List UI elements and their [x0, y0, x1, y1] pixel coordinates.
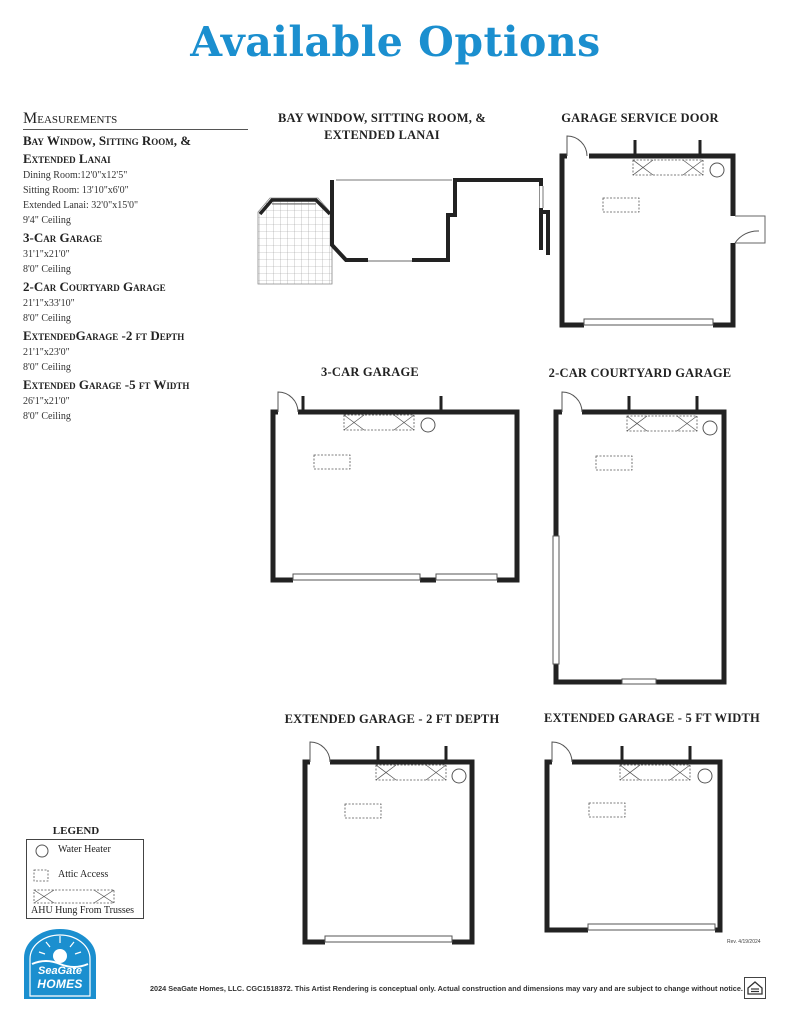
- legend-box: [26, 839, 144, 919]
- legend-attic-access: Attic Access: [58, 869, 109, 880]
- service-door-landing: [735, 216, 765, 243]
- door-swing: [310, 742, 330, 762]
- measurement-section-name: ExtendedGarage -2 ft Depth: [23, 328, 185, 343]
- footer-disclaimer: 2024 SeaGate Homes, LLC. CGC1518372. This Artist Rendering is conceptual only. Actual construction and dimensions may vary and are subject to change without notice.: [150, 984, 743, 993]
- plan-label-3-car: 3-CAR GARAGE: [321, 365, 419, 379]
- logo-line2: HOMES: [37, 977, 83, 991]
- garage-door: [588, 924, 715, 930]
- equal-housing-icon: [744, 977, 766, 999]
- water-heater: [710, 163, 724, 177]
- garage-wall-left: [547, 762, 588, 930]
- measurement-line: 8'0" Ceiling: [23, 362, 71, 373]
- measurement-section-name: 2-Car Courtyard Garage: [23, 279, 166, 294]
- garage-door-single: [436, 574, 497, 580]
- service-door-swing: [735, 231, 759, 243]
- garage-wall-left: [562, 156, 584, 325]
- water-heater: [703, 421, 717, 435]
- lanai-tile-area: [258, 198, 332, 284]
- measurement-section-name: Extended Garage -5 ft Width: [23, 377, 190, 392]
- ahu-icon: [34, 890, 114, 903]
- garage-wall-bottom-left: [556, 664, 622, 682]
- measurement-section-name: 3-Car Garage: [23, 230, 103, 245]
- water-heater: [452, 769, 466, 783]
- plan-3-car-garage: [273, 392, 517, 580]
- plan-extended-width: [547, 742, 720, 930]
- garage-wall-right: [572, 762, 720, 930]
- attic-access-icon: [34, 870, 48, 881]
- attic-access: [596, 456, 632, 470]
- attic-access: [589, 803, 625, 817]
- seagate-homes-logo: [22, 928, 98, 1000]
- water-heater: [421, 418, 435, 432]
- garage-wall-right: [298, 412, 517, 580]
- garage-wall-left-upper: [556, 412, 562, 536]
- page-title: Available Options: [190, 18, 601, 66]
- measurement-line: 21'1"x33'10": [23, 298, 75, 309]
- window: [622, 679, 656, 684]
- door-swing: [562, 392, 582, 412]
- water-heater-icon: [36, 845, 48, 857]
- measurement-section-name: Extended Lanai: [23, 151, 111, 166]
- plan-label-extended-width: EXTENDED GARAGE - 5 FT WIDTH: [544, 711, 760, 725]
- attic-access: [345, 804, 381, 818]
- measurement-line: 9'4" Ceiling: [23, 215, 71, 226]
- plan-label-line: EXTENDED LANAI: [324, 128, 440, 142]
- plan-bay-window: [258, 180, 548, 284]
- plan-service-door: [562, 136, 765, 325]
- plan-label-service-door: GARAGE SERVICE DOOR: [561, 111, 719, 125]
- garage-wall-right: [713, 243, 733, 325]
- garage-wall-left: [305, 762, 325, 942]
- legend-ahu: AHU Hung From Trusses: [31, 905, 135, 916]
- plan-courtyard-garage: [553, 392, 724, 684]
- lanai-wall: [412, 180, 541, 260]
- measurement-section-name: Bay Window, Sitting Room, &: [23, 133, 192, 148]
- water-heater: [698, 769, 712, 783]
- garage-door: [325, 936, 452, 942]
- measurement-line: 26'1"x21'0": [23, 396, 70, 407]
- door-swing: [567, 136, 587, 156]
- garage-wall-right: [330, 762, 472, 942]
- measurement-line: 8'0" Ceiling: [23, 411, 71, 422]
- sitting-room-wall: [332, 180, 368, 260]
- measurement-line: 8'0" Ceiling: [23, 264, 71, 275]
- legend-water-heater: Water Heater: [58, 844, 111, 855]
- measurement-line: 31'1"x21'0": [23, 249, 70, 260]
- plan-label-extended-depth: EXTENDED GARAGE - 2 FT DEPTH: [284, 712, 500, 726]
- measurement-line: 21'1"x23'0": [23, 347, 70, 358]
- door-swing: [278, 392, 298, 412]
- garage-door-side: [553, 536, 559, 664]
- plan-label-line: BAY WINDOW, SITTING ROOM, &: [278, 111, 486, 125]
- legend-title: LEGEND: [52, 825, 100, 837]
- revision-date: Rev. 4/19/2024: [727, 939, 761, 945]
- measurement-line: Dining Room:12'0"x12'5": [23, 170, 128, 181]
- measurement-line: Sitting Room: 13'10"x6'0": [23, 185, 129, 196]
- attic-access: [314, 455, 350, 469]
- garage-door: [584, 319, 713, 325]
- door-swing: [552, 742, 572, 762]
- measurements-header: Measurements: [23, 110, 248, 130]
- garage-wall-left: [273, 412, 293, 580]
- legend: [26, 825, 146, 919]
- logo-line1: SeaGate: [37, 965, 83, 977]
- garage-door-double: [293, 574, 420, 580]
- garage-wall-top: [589, 156, 733, 216]
- plan-label-courtyard: 2-CAR COURTYARD GARAGE: [548, 366, 732, 380]
- attic-access: [603, 198, 639, 212]
- plan-extended-depth: [305, 742, 472, 942]
- garage-wall-right: [582, 412, 724, 682]
- measurement-line: Extended Lanai: 32'0"x15'0": [23, 200, 139, 211]
- measurement-line: 8'0" Ceiling: [23, 313, 71, 324]
